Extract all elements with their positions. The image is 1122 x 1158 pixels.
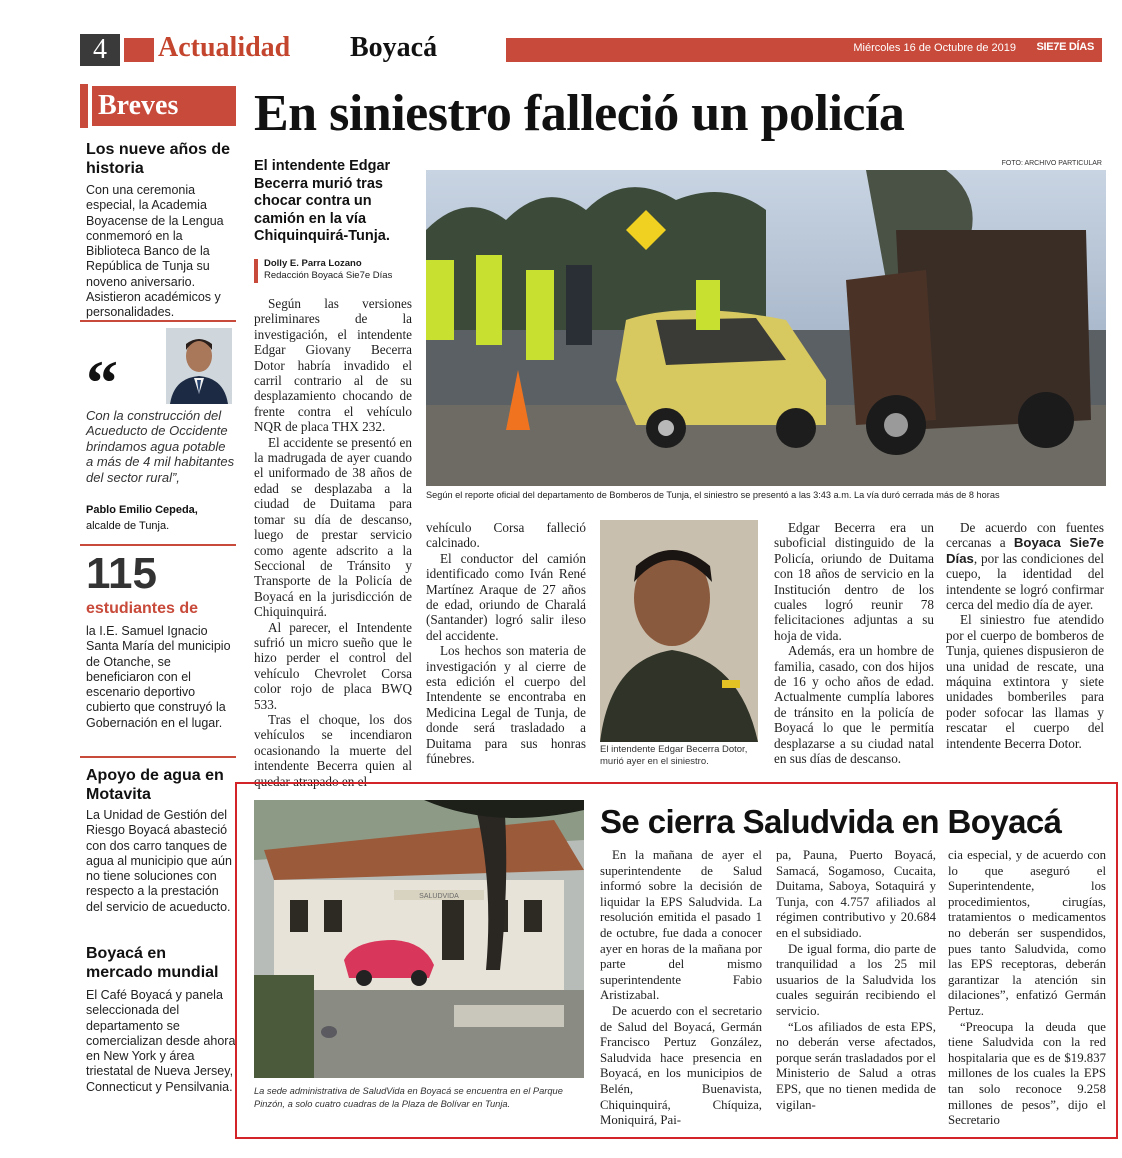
sidebar-breves — [80, 84, 236, 1154]
byline-org: Redacción Boyacá Sie7e Días — [264, 270, 393, 281]
paragraph — [946, 520, 1104, 612]
officer-caption: El intendente Edgar Becerra Dotor, murió ayer en el siniestro. — [600, 744, 748, 767]
portrait-photo — [166, 328, 232, 404]
sidebar-divider — [80, 756, 236, 758]
paragraph: El siniestro fue atendido por el cuerpo de bomberos de Tunja, quienes dispusieron de una unidad de rescate, una máquina extintora y siete unidades bomberiles para poder sofocar las llamas y rescatar el cuerpo del intendente Becerra Dotor. — [946, 612, 1104, 751]
paragraph: El accidente se presentó en la madrugada de ayer cuando el uniformado de 38 años de edad se desplazaba a la ciudad de Duitama para tomar su día de descanso, luego de prestar servicio como agente adscrito a la Seccional de Tránsito y Transporte de la Policía de Boyacá en la jurisdicción de Chiquinquirá. — [254, 434, 412, 620]
accident-photo — [426, 170, 1106, 486]
paragraph: En la mañana de ayer el superintendente de Salud informó sobre la decisión de liquidar la EPS Saludvida. La resolución emitida el pasado 1 de octubre, fue dada a conocer ayer en horas de la mañana por parte del mismo superintendente Fabio Aristizabal. — [600, 848, 762, 1003]
brief-1-title: Los nueve años de historia — [86, 141, 231, 177]
byline-bar — [254, 259, 258, 283]
paragraph: vehículo Corsa falleció calcinado. — [426, 520, 586, 551]
byline-name: Dolly E. Parra Lozano — [264, 258, 362, 269]
paragraph: Edgar Becerra era un suboficial distinguido de la Policía, oriundo de Duitama con 18 años de servicio en la Institución dentro de los cuales logró reunir 78 felicitaciones adjuntas a su hoja de vida. — [774, 520, 934, 643]
text-run: , por las condiciones del cuepo, la identidad del intendente se logró confirmar cerca del medio día de ayer. — [946, 550, 1104, 613]
box-col-1 — [600, 848, 762, 1129]
breves-tag — [80, 84, 236, 128]
paragraph: “Los afiliados de esta EPS, no deberán verse afectados, porque serán trasladados por el Ministerio de Salud a otras EPS, que no tienen medida de vigilan- — [776, 1019, 936, 1112]
text-run: De acuerdo con fuentes cercanas a — [946, 520, 1104, 551]
main-photo-caption: Según el reporte oficial del departamento de Bomberos de Tunja, el siniestro se presentó a las 3:43 a.m. La vía duró cerrada más de 8 horas — [426, 490, 1000, 500]
text-run-bold: Boyaca Sie7e Días — [946, 535, 1104, 566]
saludvida-headline: Se cierra Saludvida en Boyacá — [600, 803, 1062, 840]
brief-3-title: Boyacá en mercado mundial — [86, 945, 219, 981]
section-title-actualidad: Actualidad — [158, 32, 291, 63]
box-col-3 — [948, 848, 1106, 1129]
section-title-boyaca: Boyacá — [350, 32, 438, 63]
brief-2 — [86, 766, 236, 915]
issue-date: Miércoles 16 de Octubre de 2019 — [853, 42, 1016, 54]
paragraph: De igual forma, dio parte de tranquilidad a los 25 mil usuarios de la Saludvida los cuales seguirán recibiendo el servicio. — [776, 941, 936, 1018]
brief-1-body: Con una ceremonia especial, la Academia Boyacense de la Lengua conmemoró en la Biblioteca Banco de la República de Tunja su noveno aniversario. Asistieron académicos y personalidades. — [86, 183, 224, 320]
paragraph: Tras el choque, los dos vehículos se incendiaron ocasionando la muerte del intendente Becerra quien al quedar atrapado en el — [254, 711, 412, 789]
stat-body: la I.E. Samuel Ignacio Santa María del municipio de Otanche, se beneficiaron con el escenario deportivo cubierto que construyó la Gobernación en el lugar. — [86, 624, 231, 730]
page-header — [80, 34, 1102, 66]
breves-tag-label: Breves — [92, 86, 236, 126]
stat-number: 115 — [86, 549, 157, 598]
officer-portrait — [600, 520, 758, 742]
paragraph: “Preocupa la deuda que tiene Saludvida con la red hospitalaria que es de $19.837 millones de los cuales la EPS tan solo reconoce 9.258 millones de pesos”, dijo el Secretario — [948, 1019, 1106, 1128]
main-col-4 — [946, 520, 1104, 751]
sidebar-divider — [80, 544, 236, 546]
paragraph: De acuerdo con el secretario de Salud del Boyacá, Germán Francisco Pertuz González, Saludvida hace presencia en Boyacá, en los municipios de Belén, Buenavista, Chiquinquirá, Chíquiza, Moniquirá, Pai- — [600, 1003, 762, 1128]
brief-3 — [86, 944, 236, 1095]
sidebar-divider — [80, 320, 236, 322]
paragraph: El conductor del camión identificado como Iván René Martínez Araque de 27 años de edad, oriundo de Charalá (Santander) logró salir ileso del accidente. — [426, 550, 586, 643]
paragraph: Además, era un hombre de familia, casado, con dos hijos de 16 y ocho años de edad. Actualmente cumplía labores de tránsito en la policía de Boyacá lo que le permitía desplazarse a su ciudad natal en sus días de descanso. — [774, 643, 934, 767]
main-col-1 — [254, 296, 412, 789]
page-number: 4 — [80, 34, 120, 66]
quote-author-role: alcalde de Tunja. — [86, 520, 170, 532]
quote-author: Pablo Emilio Cepeda, — [86, 504, 198, 516]
quote-text: Con la construcción del Acueducto de Occidente brindamos agua potable a más de 4 mil habitantes del sector rural”, — [86, 408, 235, 485]
stat-block — [86, 549, 236, 731]
brief-2-body: La Unidad de Gestión del Riesgo Boyacá abasteció con dos carro tanques de agua al municipio que aún no tiene soluciones con respecto a la prestación del servicio de acueducto. — [86, 808, 232, 914]
building-sign: SALUDVIDA — [419, 893, 459, 900]
box-col-2 — [776, 848, 936, 1113]
paragraph: Al parecer, el Intendente sufrió un micro sueño que le hizo perder el control del vehículo Chevrolet Corsa color rojo de placa BWQ 533. — [254, 619, 412, 712]
main-col-3 — [774, 520, 934, 767]
saludvida-photo-caption: La sede administrativa de SaludVida en Boyacá se encuentra en el Parque Pinzón, a solo cuatro cuadras de la Plaza de Bolívar en Tunja. — [254, 1086, 563, 1109]
paragraph: pa, Pauna, Puerto Boyacá, Samacá, Sogamoso, Cucaita, Duitama, Saboya, Sotaquirá y Tunja, con 4.757 afiliados al régimen contributivo y 20.684 en el subsidiado. — [776, 848, 936, 940]
main-col-2 — [426, 520, 586, 767]
paragraph: Según las versiones preliminares de la investigación, el intendente Edgar Giovany Becerra Dotor habría invadido el carril contrario al de su desplazamiento chocando de frente contra el vehículo NQR de placa THX 232. — [254, 296, 412, 435]
saludvida-photo — [254, 800, 584, 1078]
quote-mark-icon: “ — [86, 347, 118, 418]
paragraph: Los hechos son materia de investigación y al cierre de esta edición el cuerpo del Intendente se encontraba en Medicina Legal de Tunja, de donde será trasladado a Duitama para sus honras fúnebres. — [426, 643, 586, 767]
main-deck: El intendente Edgar Becerra murió tras chocar contra un camión en la vía Chiquinquirá-Tunja. — [254, 158, 391, 244]
byline — [254, 258, 414, 282]
brief-3-body: El Café Boyacá y panela seleccionada del departamento se comercializan desde ahora en New York y área triestatal de Nueva Jersey, Connecticut y Pensilvania. — [86, 988, 236, 1094]
main-headline: En siniestro falleció un policía — [254, 85, 905, 142]
brief-1 — [86, 140, 236, 321]
breves-tag-bar — [80, 84, 88, 128]
paragraph: cia especial, y de acuerdo con lo que aseguró el Superintendente, los procedimientos, cirugías, tratamientos o medicamentos no deberán ser suspendidos, pues tanto Saludvida, como las EPS receptoras, deberán garantizar la atención sin dilaciones”, enfatizó Germán Pertuz. — [948, 848, 1106, 1018]
stat-label: estudiantes de — [86, 600, 199, 617]
photo-credit: FOTO: ARCHIVO PARTICULAR — [1001, 160, 1102, 167]
brand-logo: SIE7E DÍAS — [1036, 41, 1094, 53]
brief-2-title: Apoyo de agua en Motavita — [86, 767, 224, 803]
header-accent — [124, 38, 154, 62]
